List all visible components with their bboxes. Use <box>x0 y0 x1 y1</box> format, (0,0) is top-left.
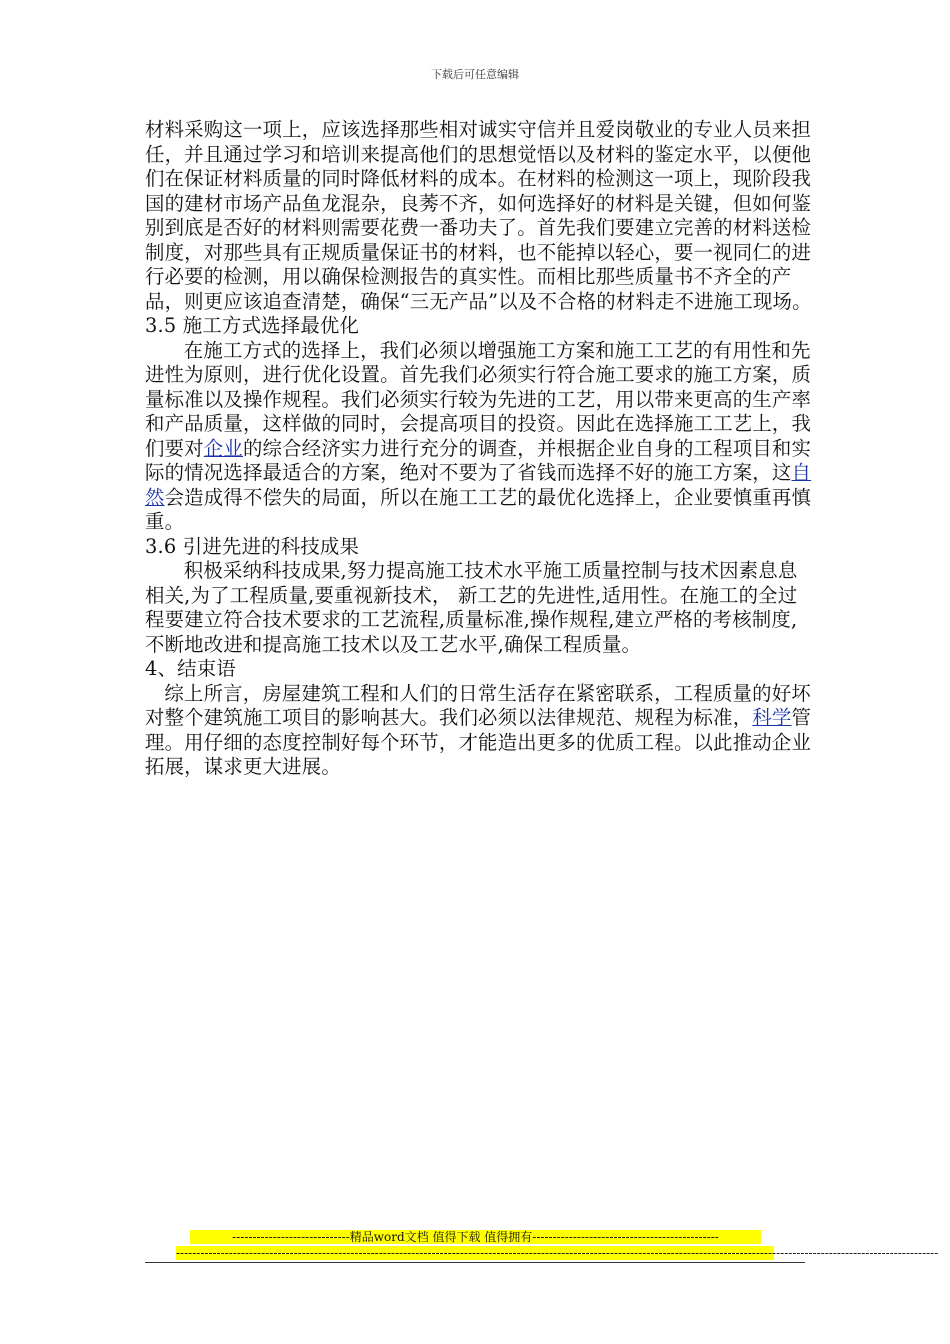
paragraph-text: 综上所言，房屋建筑工程和人们的日常生活存在紧密联系，工程质量的好坏对整个建筑施工项目的影响甚大。我们必须以法律规范、规程为标准， <box>145 681 811 729</box>
footer-divider <box>145 1262 805 1263</box>
page-header: 下载后可任意编辑 <box>431 68 519 81</box>
paragraph-construction-method <box>145 339 815 535</box>
science-link[interactable]: 科学 <box>752 706 792 729</box>
document-body <box>145 118 815 780</box>
footer-dashes: -------------------------------------------------------------------------------------------------------------------------------------------------------------------------------------------- <box>176 1246 939 1260</box>
section-heading-3-5: 3.5 施工方式选择最优化 <box>145 314 360 337</box>
paragraph-text: 的综合经济实力进行充分的调查，并根据企业自身的工程项目和实际的情况选择最适合的方案，绝对不要为了省钱而选择不好的施工方案，这 <box>145 436 812 484</box>
enterprise-link[interactable]: 企业 <box>203 436 243 460</box>
paragraph-text: 管理。用仔细的态度控制好每个环节，才能造出更多的优质工程。以此推动企业拓展，谋求更大进展。 <box>145 706 812 778</box>
paragraph-conclusion <box>145 682 815 780</box>
paragraph-materials: 材料采购这一项上，应该选择那些相对诚实守信并且爱岗敬业的专业人员来担任，并且通过学习和培训来提高他们的思想觉悟以及材料的鉴定水平，以便他们在保证材料质量的同时降低材料的成本。在材料的检测这一项上，现阶段我国的建材市场产品鱼龙混杂，良莠不齐，如何选择好的材料是关键，但如何鉴别到底是否好的材料则需要花费一番功夫了。首先我们要建立完善的材料送检制度，对那些具有正规质量保证书的材料，也不能掉以轻心，要一视同仁的进行必要的检测，用以确保检测报告的真实性。而相比那些质量书不齐全的产品，则更应该追查清楚，确保“三无产品”以及不合格的材料走不进施工现场。 <box>145 118 812 313</box>
footer-banner: -----------------------------精品word文档 值得下载 值得拥有---------------------------------------------- <box>190 1230 761 1244</box>
paragraph-text: 在施工方式的选择上，我们必须以增强施工方案和施工工艺的有用性和先进性为原则，进行优化设置。首先我们必须实行符合施工要求的施工方案，质量标准以及操作规程。我们必须实行较为先进的工艺，用以带来更高的生产率和产品质量，这样做的同时，会提高项目的投资。因此在选择施工工艺上，我们要对 <box>145 338 812 460</box>
section-heading-3-6: 3.6 引进先进的科技成果 <box>145 534 360 558</box>
paragraph-text: 会造成得不偿失的局面，所以在施工工艺的最优化选择上，企业要慎重再慎重。 <box>145 485 812 533</box>
paragraph-technology: 积极采纳科技成果,努力提高施工技术水平施工质量控制与技术因素息息相关,为了工程质量,要重视新技术， 新工艺的先进性,适用性。在施工的全过程要建立符合技术要求的工艺流程,质量标准,操作规程,建立严格的考核制度,不断地改进和提高施工技术以及工艺水平,确保工程质量。 <box>145 559 798 656</box>
section-heading-4: 4、结束语 <box>145 657 236 680</box>
nature-link[interactable]: 自然 <box>145 461 812 509</box>
